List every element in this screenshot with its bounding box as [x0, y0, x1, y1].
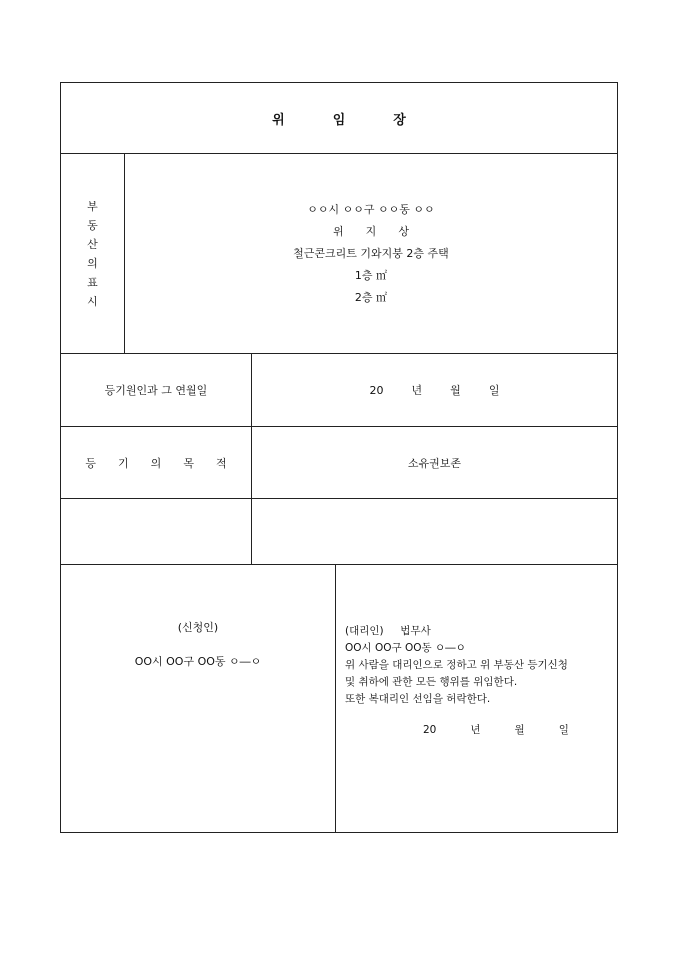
cause-date-label: 등기원인과 그 연월일	[104, 384, 208, 397]
agent-date: 20 년 월 일	[423, 724, 569, 736]
agent-text-line: 위 사람을 대리인으로 정하고 위 부동산 등기신청	[345, 659, 568, 671]
divider	[335, 564, 336, 832]
property-description	[125, 154, 617, 353]
agent-text-line: 또한 복대리인 선임을 허락한다.	[345, 693, 491, 705]
property-label: 부 동 산 의 표 시	[87, 199, 98, 308]
divider	[61, 564, 617, 565]
empty-cell	[252, 499, 617, 564]
cause-date-value: 20 년 월 일	[369, 383, 500, 397]
agent-address: OO시 OO구 OO동 ㅇ―ㅇ	[345, 642, 466, 654]
property-location: 위 지 상	[333, 224, 409, 238]
agent-block	[345, 623, 603, 739]
agent-header: (대리인) 법무사	[345, 625, 431, 637]
property-floor-2: 2층 ㎡	[354, 290, 388, 304]
purpose-label: 등 기 의 목 적	[85, 456, 227, 470]
agent-text-line: 및 취하에 관한 모든 행위를 위임한다.	[345, 676, 518, 688]
property-floor-1: 1층 ㎡	[354, 268, 388, 282]
property-structure: 철근콘크리트 기와지붕 2층 주택	[293, 246, 449, 260]
property-address: ㅇㅇ시 ㅇㅇ구 ㅇㅇ동 ㅇㅇ	[307, 202, 435, 216]
purpose-value: 소유권보존	[407, 456, 462, 470]
document-title: 위 임 장	[272, 112, 406, 128]
applicant-label: (신청인)	[177, 621, 219, 634]
applicant-block	[61, 619, 335, 671]
applicant-address: OO시 OO구 OO동 ㅇ―ㅇ	[134, 655, 262, 668]
empty-cell	[61, 499, 251, 564]
